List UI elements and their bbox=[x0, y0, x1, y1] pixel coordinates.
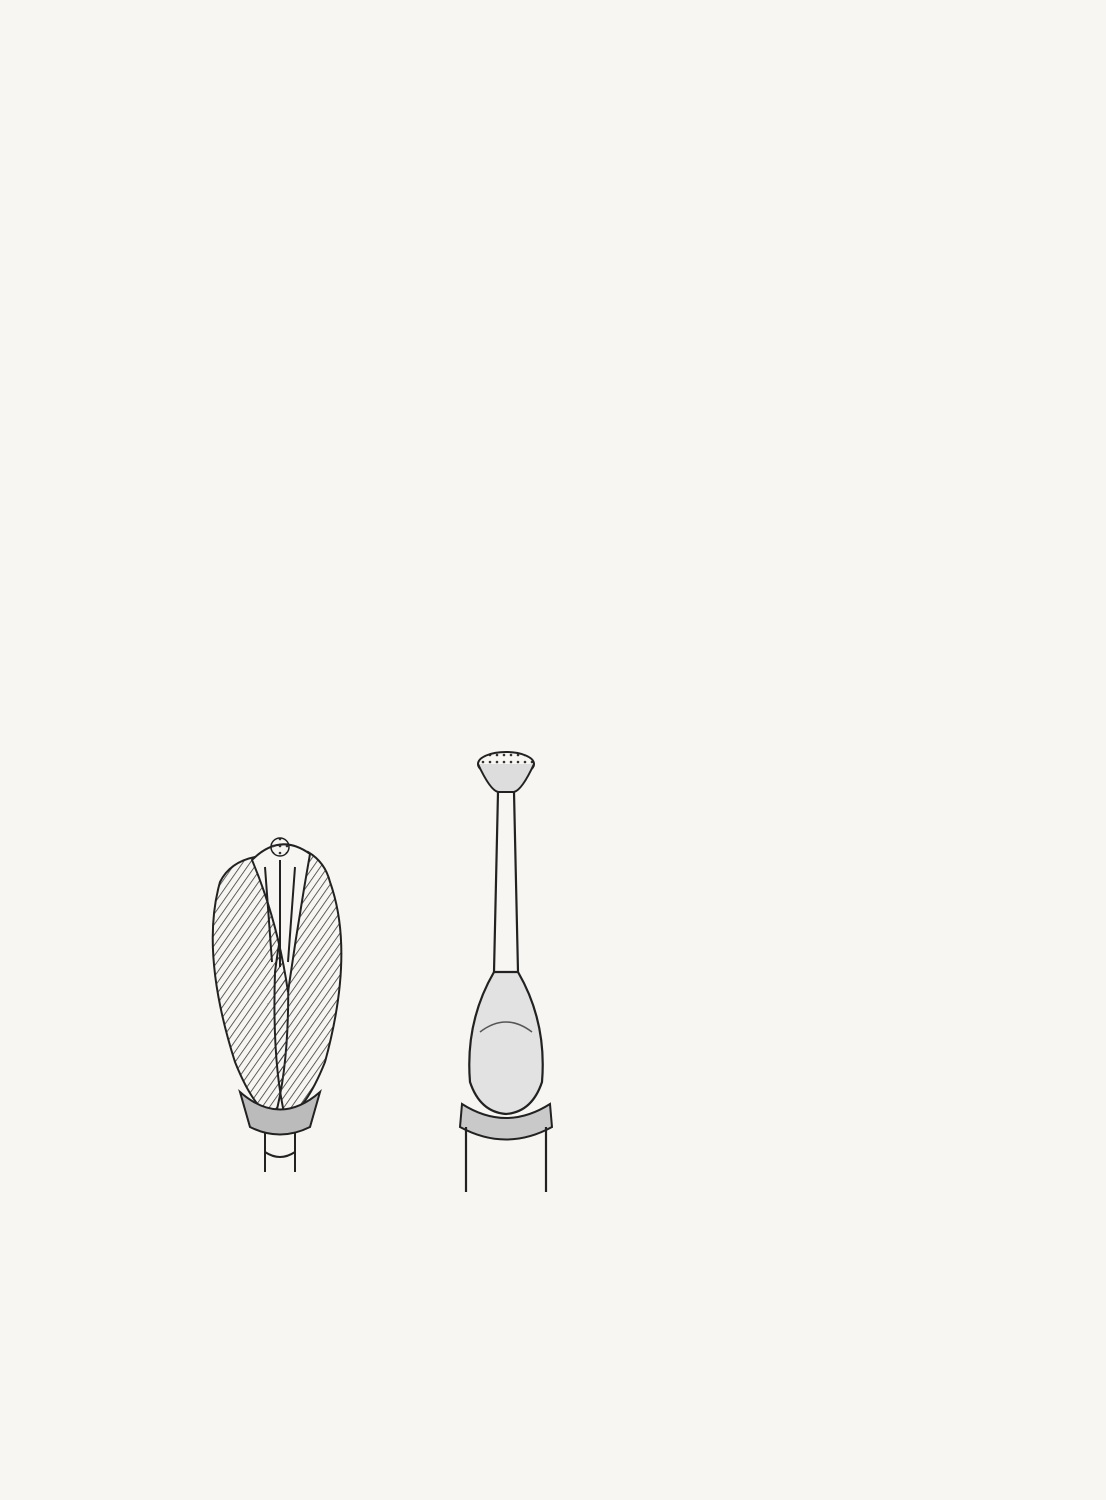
capsule-drawing bbox=[213, 838, 342, 1172]
figure-illustration bbox=[180, 732, 680, 1192]
lily-fruit-figure bbox=[180, 732, 680, 1192]
pistil-drawing bbox=[460, 752, 552, 1192]
